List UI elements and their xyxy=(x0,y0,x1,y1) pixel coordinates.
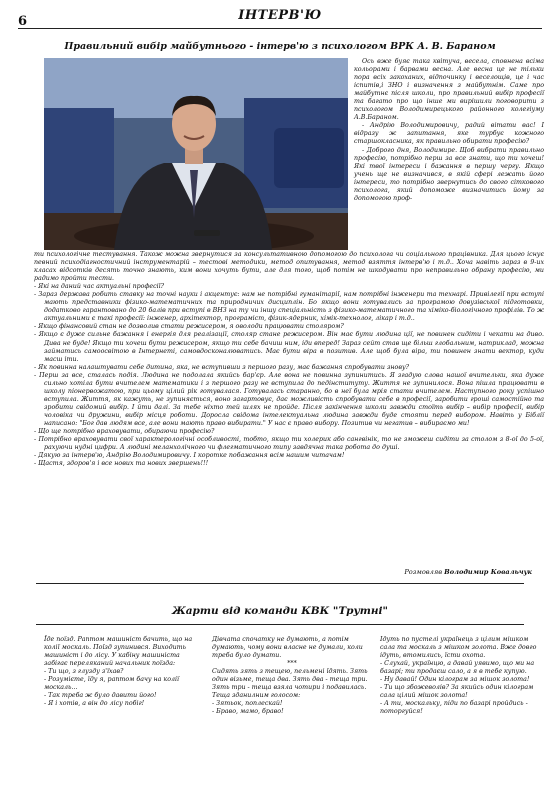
interviewer-name: Володимир Ковальчук xyxy=(444,568,532,576)
joke-column-1 xyxy=(44,636,204,708)
photo-illustration xyxy=(44,58,348,250)
joke-column-3 xyxy=(380,636,540,716)
interviewer-prefix: Розмовляв xyxy=(404,568,443,576)
section-divider xyxy=(36,583,524,584)
joke-text: Сидять зять з тещею, пельмені їдять. Зять один візьме, теща два. Зять два - теща три. Зять три - теща взяла чотири і подавилась. Теща зданилним голосом: - Зятьок, поплескай! - Браво, мамо, браво! xyxy=(212,668,368,716)
question-item: - Якщо фінансовий стан не дозволив стати режисером, я оволоди працювати столяром? xyxy=(34,323,344,331)
jokes-title: Жарти від команди КВК "Трутні" xyxy=(171,605,389,617)
answer-item: - Перш за все, сталась подія. Людина не подолала якийсь бар'єр. Але вона не повинна зупинитись. Я згадую слова нашої вчительки, яка дуже сильно хотіла бути вчителем математики і з першого разу не вступила до педінституту. Життя не зупинилося. Вона пішла працювати в школу піонервожатою, при цьому цілий рік готувалася. Готувалась старанно, бо в неї була мрія стати вчителем. Наступного року успішно вступила. Життя, як кажуть, не зупиняється, воно загартовує, дає можливість спробувати себе в професії, заробити гроші самостійно та зробити свідомий вибір. І йти далі. За тебе ніхто тей шлях не пройде. Після закінчення школи завжди стоїть вибір – вибір професії, вибір чоловіка чи дружини, вибір місця роботи. Доросла свідома інтелектуальна людина завжди буде стояти перед вибором. Навіть у Біблії написано: "Бог дав людям все, але вони мають право вибирати." У нас є право вибору. Позитив чи негатив – вибираємо ми! xyxy=(34,371,544,427)
answer-item: - Зараз держава робить ставку на точні науки і акцентує: нам не потрібні гуманітарії, нам потрібні інженери та технарі. Привілегії при вступі мають представники фізико-математичних та природничих дисциплін. Бо якщо вони готувались за програмою довузівської підготовки, додатково гарантовано до 20 балів при вступі в ВНЗ на ту чи іншу спеціальність з фізико-математичного та хіміко-біологічного профілів. То ж актуальними є такі професії: інженер, архітектор, програміст, фізик-ядерник, хімік-технолог, лікар і т.д.. xyxy=(34,291,544,323)
answer-item: - Якщо є дуже сильне бажання і енергія для реалізації, столяр стане режисером. Він має бути людина ції, не повинен сидіти і чекати на диво. Дива не буде! Якщо ти хочеш бути режисером, якщо ти себе бачиш ним, іди вперед! Зараз сейт став ще більш глобальним, натриклад, можна займатись самоосвітою в Інтернеті, самовдосконалюватись. Має бути віра в позитив. Але щоб була віра, ти повинен знати вектор, куди масш іти. xyxy=(34,331,544,363)
question-item: - Як повинна налаштувати себе дитина, яка, не вступивши з першого разу, має бажання спробувати знову? xyxy=(34,363,410,371)
interview-photo xyxy=(44,58,348,250)
intro-paragraph: Ось вже буяє така квітуча, весела, сповнена всіма кольорами і барвами весна. Але весна це не тільки пора всіх закоханих, відпочинку і веселощів, це і час іспитів,і ЗНО і визначення з майбутнім. Саме про майбутнє після школи, про правильний вибір професії та багато про що інше ми вирішили поговорити з психологом Володимирецького районного колегіуму А.В.Бараном. xyxy=(354,58,544,122)
wrap-text-block xyxy=(354,58,544,203)
answer-item: - Щастя, здоров'я і все нових та нових звершень!!! xyxy=(34,460,209,468)
body-paragraph: ти психологічне тестування. Також можна звернутися за консультативною допомогою до психолога чи соціального працівника. Для цього існує певний психодіагностичний інструментарій – тестові методики, метод опитування, метод взяття інтерв'ю і т.д.. Хоча навіть зараз в 9-их класах відсотків десять точно знають, ким вони хочуть бути, але для того, щоб потім не шкодувати про неправильно обрану професію, ми радимо пройти тести. xyxy=(34,251,544,283)
question-item: - Дякую за інтерв'ю, Андрію Володимировичу. І коротке побажання всім нашим читачам! xyxy=(34,452,345,460)
interview-body xyxy=(34,251,544,468)
header-rule xyxy=(18,28,542,29)
interviewer-credit xyxy=(404,568,532,576)
joke-text: Дівчата спочатку не думають, а потім думають, чому вони власне не думали, коли треба було думати. xyxy=(212,636,363,660)
joke-text: Ідуть по пустелі українець з цілим мішком сала та москаль з мішком золота. Вже довго ідуть, втомились, їсти охота. - Слухай, українцю, а давай уявимо, що ми на базарі; ти продаєш сало, а я в тебе купую. - Ну давай! Один кілограм за мішок золота! - Ти що збожеволів? За якийсь один кілограм сала цілий мішок золота! - А ти, москальку, піди по базарі пройдись - поторгуйся! xyxy=(380,636,537,716)
answer-paragraph: - Доброго дня, Володимире. Щоб вибрати правильно професію, потрібно перш за все знати, що ти хочеш! Які твої інтереси і бажання в першу чергу. Якщо учень ще не визначився, в якій сфері лежать його інтереси, то потрібно звернутись до свого сіткового психолога, який допоможе визначитись йому за допомогою проф- xyxy=(354,146,544,202)
joke-separator: *** xyxy=(287,660,297,668)
page-number: 6 xyxy=(18,14,28,29)
question-item: - Що ще потрібно враховувати, обираючи професію? xyxy=(34,428,215,436)
joke-text: Їде поїзд. Раптом машиніст бачить, що на колії москаль. Поїзд зупинився. Виходить машиніст і до лісу. У кабіну машиніста забігає переляканий начальник поїзда: - Ти що, з глузду з'їхав? - Розумієте, їду я, раптом бачу на колії москаль... - Так треба ж було давити його! - Я і хотів, а він до лісу побіг! xyxy=(44,636,193,708)
question-item: - Які на даний час актуальні професії? xyxy=(34,283,165,291)
answer-item: - Потрібно враховувати свої характерологічні особливості, тобто, якщо ти холерик або сангвінік, то не зможеш сидіти за столом з 8-ої до 5-ої, рахуючи нудні цифри. А людині меланхолічного чи флегматичного типу завдячна така робота до душі. xyxy=(34,436,544,452)
article-headline: Правильний вибір майбутнього - інтерв'ю з психологом ВРК А. В. Бараном xyxy=(64,41,496,52)
jokes-rule xyxy=(36,624,524,625)
section-title: ІНТЕРВ'Ю xyxy=(238,8,322,23)
question-paragraph: - Андрію Володимировичу, радий вітати вас! І відразу ж запитання, яке турбує кожного старшокласника, як правильно обирати професію? xyxy=(354,122,544,146)
joke-column-2 xyxy=(212,636,372,716)
